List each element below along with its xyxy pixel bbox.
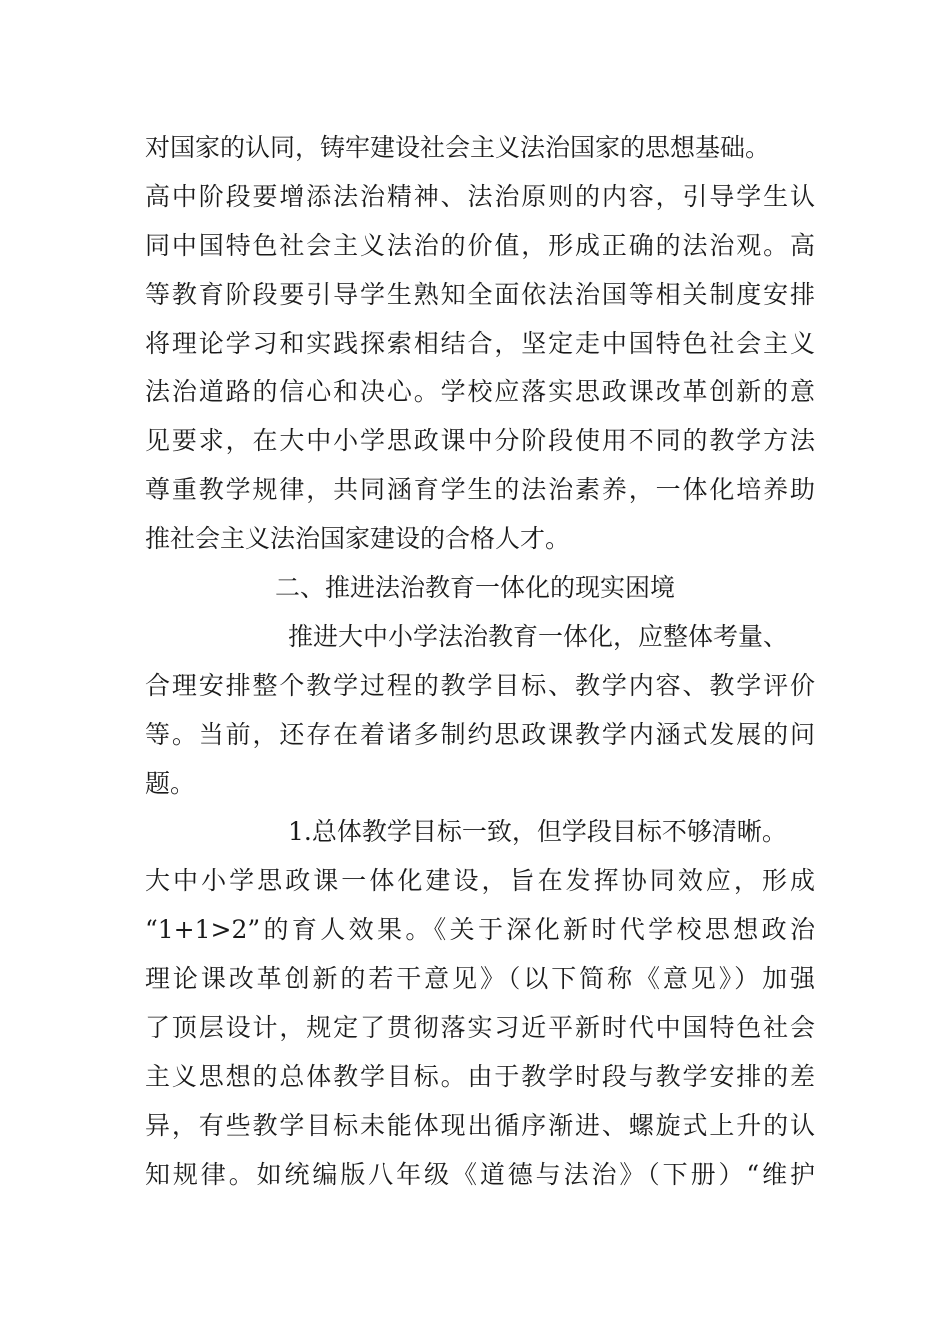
text-line: 知规律。如统编版八年级《道德与法治》（下册）“维护 [145, 1159, 815, 1189]
text-line: 等教育阶段要引导学生熟知全面依法治国等相关制度安排 [145, 279, 815, 309]
text-line: 大中小学思政课一体化建设，旨在发挥协同效应，形成 [145, 866, 815, 896]
paragraph-first-line: 推进大中小学法治教育一体化，应整体考量、 [288, 621, 789, 651]
text-line: 高中阶段要增添法治精神、法治原则的内容，引导学生认 [145, 181, 815, 211]
text-line: 见要求，在大中小学思政课中分阶段使用不同的教学方法 [145, 426, 815, 456]
text-line: 了顶层设计，规定了贯彻落实习近平新时代中国特色社会 [145, 1013, 815, 1043]
text-line: 理论课改革创新的若干意见》（以下简称《意见》）加强 [145, 964, 815, 994]
text-line: 将理论学习和实践探索相结合，坚定走中国特色社会主义 [145, 328, 815, 358]
text-line: 对国家的认同，铸牢建设社会主义法治国家的思想基础。 [145, 133, 771, 162]
text-line: 主义思想的总体教学目标。由于教学时段与教学安排的差 [145, 1061, 815, 1091]
subheading-line: 1.总体教学目标一致，但学段目标不够清晰。 [288, 817, 787, 847]
text-line: 异，有些教学目标未能体现出循序渐进、螺旋式上升的认 [145, 1110, 815, 1140]
text-line: 合理安排整个教学过程的教学目标、教学内容、教学评价 [145, 670, 815, 700]
text-line: 题。 [145, 768, 196, 798]
text-line: 法治道路的信心和决心。学校应落实思政课改革创新的意 [145, 377, 815, 407]
text-line: 尊重教学规律，共同涵育学生的法治素养，一体化培养助 [145, 475, 815, 505]
body-text [145, 124, 815, 1200]
text-line: “1+1>2”的育人效果。《关于深化新时代学校思想政治 [145, 915, 815, 945]
text-line: 推社会主义法治国家建设的合格人才。 [145, 524, 571, 554]
section-heading: 二、推进法治教育一体化的现实困境 [275, 573, 676, 603]
text-line: 同中国特色社会主义法治的价值，形成正确的法治观。高 [145, 230, 815, 260]
text-line: 等。当前，还存在着诸多制约思政课教学内涵式发展的问 [145, 719, 815, 749]
